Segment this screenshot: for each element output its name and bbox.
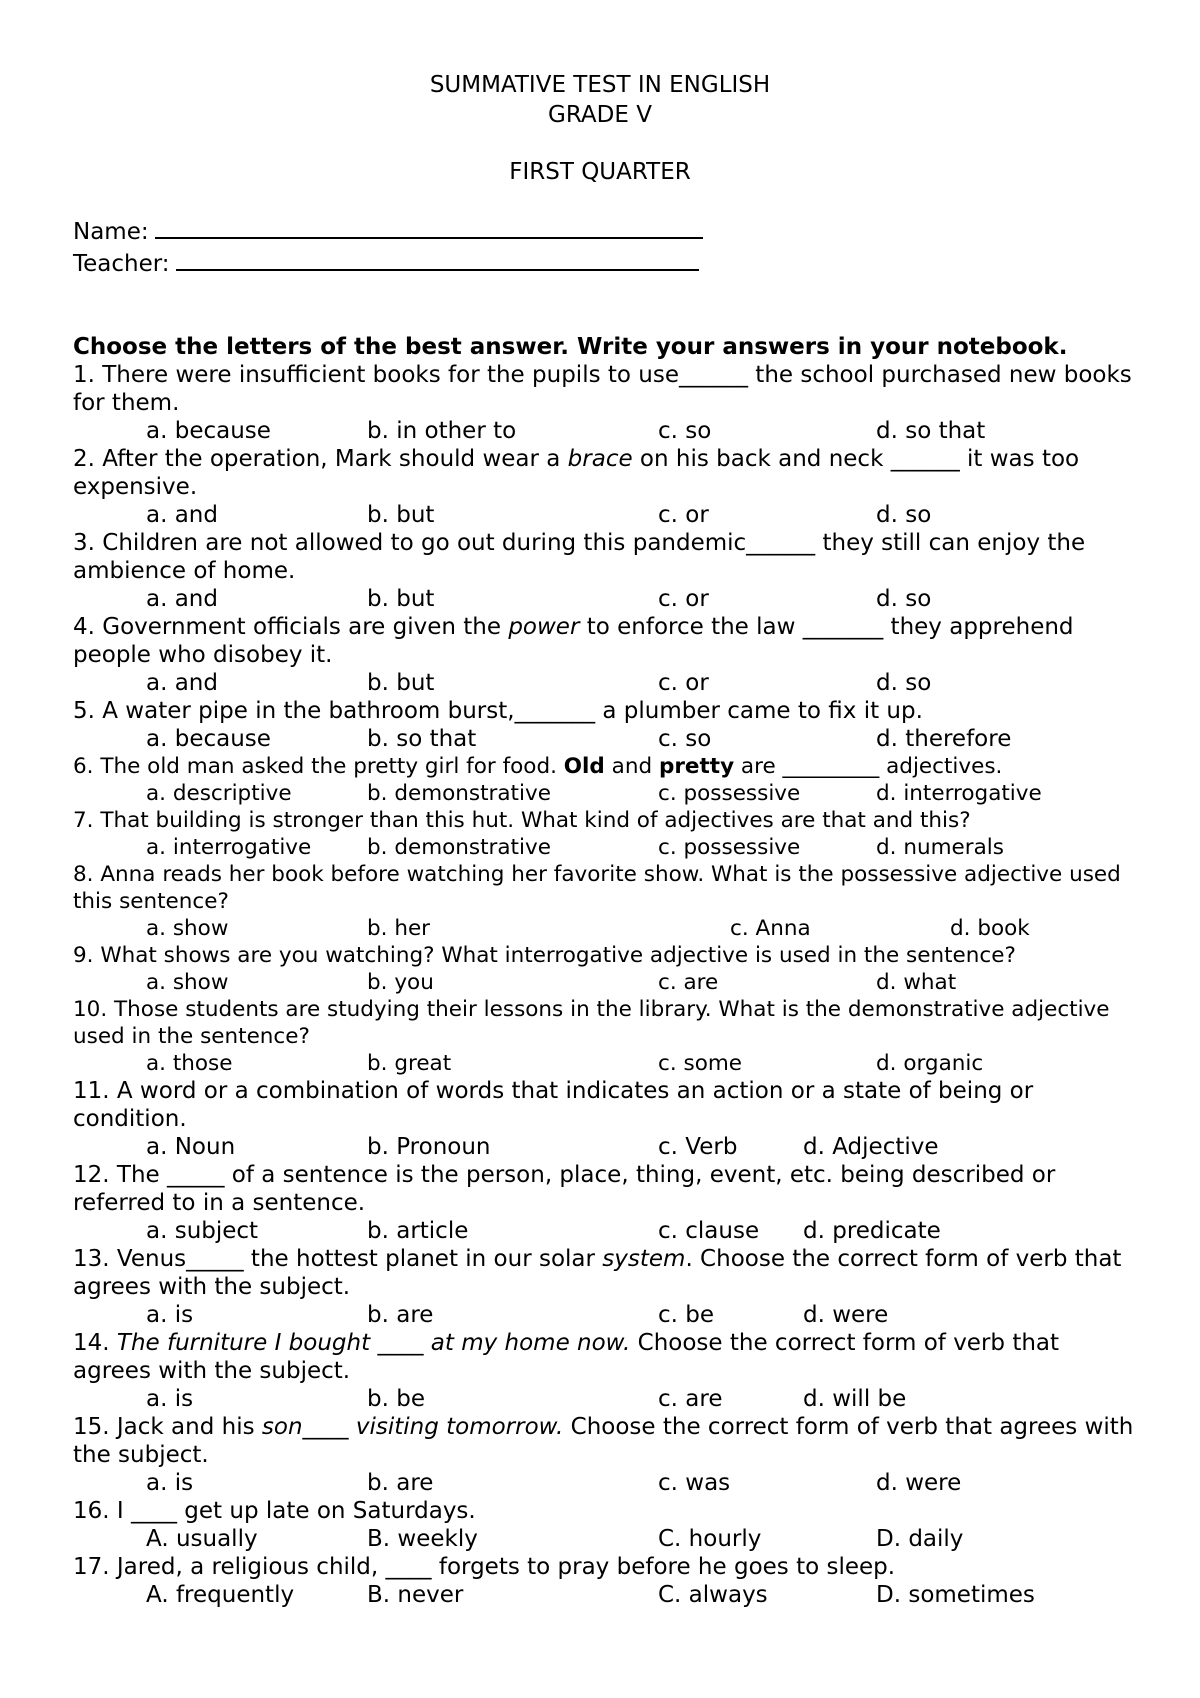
question-text: 1. There were insufficient books for the pupils to use______ the school purchased new books for them. bbox=[73, 362, 1132, 416]
option-d: d. organic bbox=[876, 1051, 984, 1076]
option-c: c. some bbox=[658, 1051, 743, 1076]
option-a: a. show bbox=[146, 916, 229, 941]
option-c: C. always bbox=[658, 1582, 768, 1608]
question-text: 5. A water pipe in the bathroom burst,_______ a plumber came to fix it up. bbox=[73, 698, 923, 724]
option-a: a. and bbox=[146, 502, 218, 528]
option-d: d. so bbox=[876, 586, 932, 612]
option-a: a. subject bbox=[146, 1218, 259, 1244]
option-a: a. is bbox=[146, 1470, 194, 1496]
option-b: B. weekly bbox=[367, 1526, 478, 1552]
teacher-label: Teacher: bbox=[73, 251, 170, 277]
option-c: c. Verb bbox=[658, 1134, 738, 1160]
question-text: 4. Government officials are given the bbox=[73, 614, 509, 640]
option-b: b. in other to bbox=[367, 418, 517, 444]
options-17 bbox=[73, 1581, 1143, 1609]
question-1 bbox=[73, 361, 1143, 417]
options-15 bbox=[73, 1469, 1143, 1497]
option-b: b. are bbox=[367, 1470, 434, 1496]
options-3 bbox=[73, 585, 1143, 613]
teacher-field bbox=[73, 247, 703, 279]
question-text: 2. After the operation, Mark should wear a bbox=[73, 446, 568, 472]
question-13 bbox=[73, 1245, 1143, 1301]
option-b: b. demonstrative bbox=[367, 781, 551, 806]
test-title: SUMMATIVE TEST IN ENGLISH bbox=[429, 72, 771, 98]
option-b: b. her bbox=[367, 916, 431, 941]
option-a: a. because bbox=[146, 726, 271, 752]
question-text: to enforce the law _______ they apprehend people who disobey it. bbox=[73, 614, 1074, 668]
question-text: Choose the correct form of verb that agrees with the subject. bbox=[73, 1330, 1060, 1384]
option-b: b. great bbox=[367, 1051, 452, 1076]
question-emphasis: power bbox=[508, 614, 580, 640]
question-emphasis: system bbox=[602, 1246, 686, 1272]
option-d: d. so bbox=[876, 670, 932, 696]
option-c: c. possessive bbox=[658, 781, 801, 806]
question-emphasis: at my home now. bbox=[430, 1330, 631, 1356]
question-emphasis: son bbox=[261, 1414, 303, 1440]
options-8 bbox=[73, 915, 1143, 942]
question-text: 17. Jared, a religious child, ____ forgets to pray before he goes to sleep. bbox=[73, 1554, 896, 1580]
question-11 bbox=[73, 1077, 1143, 1133]
options-12 bbox=[73, 1217, 1143, 1245]
option-d: d. what bbox=[876, 970, 957, 995]
question-3 bbox=[73, 529, 1143, 585]
option-a: A. usually bbox=[146, 1526, 258, 1552]
question-text: 9. What shows are you watching? What interrogative adjective is used in the sentence? bbox=[73, 943, 1016, 968]
question-text: . Choose the correct form of verb that agrees with the subject. bbox=[73, 1246, 1122, 1300]
option-a: a. and bbox=[146, 586, 218, 612]
question-17 bbox=[73, 1553, 1143, 1581]
question-emphasis: The furniture I bought bbox=[116, 1330, 371, 1356]
options-4 bbox=[73, 669, 1143, 697]
question-text: 10. Those students are studying their lessons in the library. What is the demonstrative adjective used in the sentence? bbox=[73, 997, 1110, 1049]
question-12 bbox=[73, 1161, 1143, 1217]
options-11 bbox=[73, 1133, 1143, 1161]
question-9 bbox=[73, 942, 1143, 969]
option-d: d. numerals bbox=[876, 835, 1004, 860]
question-text: ____ bbox=[302, 1414, 356, 1440]
option-c: c. or bbox=[658, 586, 709, 612]
question-text: Choose the correct form of verb that agrees with the subject. bbox=[73, 1414, 1134, 1468]
option-c: c. so bbox=[658, 726, 712, 752]
quarter-label: FIRST QUARTER bbox=[509, 159, 691, 185]
option-a: a. and bbox=[146, 670, 218, 696]
option-b: b. demonstrative bbox=[367, 835, 551, 860]
option-b: b. article bbox=[367, 1218, 469, 1244]
question-text: 14. bbox=[73, 1330, 117, 1356]
option-a: a. show bbox=[146, 970, 229, 995]
question-text: 16. I ____ get up late on Saturdays. bbox=[73, 1498, 476, 1524]
question-emphasis: brace bbox=[567, 446, 633, 472]
option-a: a. is bbox=[146, 1302, 194, 1328]
option-d: d. predicate bbox=[803, 1218, 941, 1244]
options-5 bbox=[73, 725, 1143, 753]
question-10 bbox=[73, 996, 1143, 1050]
question-text: 12. The _____ of a sentence is the person, place, thing, event, etc. being described or referred to in a sentence. bbox=[73, 1162, 1056, 1216]
question-2 bbox=[73, 445, 1143, 501]
question-text: 7. That building is stronger than this hut. What kind of adjectives are that and this? bbox=[73, 808, 971, 833]
options-2 bbox=[73, 501, 1143, 529]
option-b: b. are bbox=[367, 1302, 434, 1328]
question-emphasis: visiting tomorrow. bbox=[355, 1414, 564, 1440]
option-b: b. but bbox=[367, 670, 435, 696]
instructions: Choose the letters of the best answer. Write your answers in your notebook. bbox=[73, 334, 1068, 360]
question-text: 3. Children are not allowed to go out during this pandemic______ they still can enjoy the ambience of home. bbox=[73, 530, 1086, 584]
options-14 bbox=[73, 1385, 1143, 1413]
option-c: c. was bbox=[658, 1470, 731, 1496]
question-emphasis: pretty bbox=[658, 754, 735, 779]
option-c: C. hourly bbox=[658, 1526, 762, 1552]
options-16 bbox=[73, 1525, 1143, 1553]
question-text: 6. The old man asked the pretty girl for food. bbox=[73, 754, 564, 779]
student-fields bbox=[73, 215, 703, 279]
question-text: ____ bbox=[370, 1330, 431, 1356]
options-1 bbox=[73, 417, 1143, 445]
question-text: are _________ adjectives. bbox=[734, 754, 1003, 779]
option-a: a. is bbox=[146, 1386, 194, 1412]
name-field bbox=[73, 215, 703, 247]
option-d: d. Adjective bbox=[803, 1134, 939, 1160]
option-b: b. Pronoun bbox=[367, 1134, 491, 1160]
option-a: A. frequently bbox=[146, 1582, 295, 1608]
option-a: a. those bbox=[146, 1051, 233, 1076]
options-6 bbox=[73, 780, 1143, 807]
option-d: d. book bbox=[950, 916, 1030, 941]
option-d: d. will be bbox=[803, 1386, 907, 1412]
question-text: 11. A word or a combination of words that indicates an action or a state of being or condition. bbox=[73, 1078, 1034, 1132]
option-d: d. therefore bbox=[876, 726, 1012, 752]
question-text: 8. Anna reads her book before watching her favorite show. What is the possessive adjective used this sentence? bbox=[73, 862, 1121, 914]
teacher-line bbox=[176, 247, 699, 271]
option-c: c. are bbox=[658, 1386, 723, 1412]
options-10 bbox=[73, 1050, 1143, 1077]
option-c: c. or bbox=[658, 670, 709, 696]
option-b: b. so that bbox=[367, 726, 477, 752]
question-7 bbox=[73, 807, 1143, 834]
name-line bbox=[155, 215, 703, 239]
question-15 bbox=[73, 1413, 1143, 1469]
questions-section bbox=[73, 333, 1143, 1609]
option-d: D. sometimes bbox=[876, 1582, 1035, 1608]
options-13 bbox=[73, 1301, 1143, 1329]
question-text: and bbox=[604, 754, 659, 779]
question-emphasis: Old bbox=[563, 754, 605, 779]
options-9 bbox=[73, 969, 1143, 996]
question-5 bbox=[73, 697, 1143, 725]
option-d: d. were bbox=[876, 1470, 962, 1496]
question-8 bbox=[73, 861, 1143, 915]
option-b: b. but bbox=[367, 502, 435, 528]
name-label: Name: bbox=[73, 219, 149, 245]
option-d: d. interrogative bbox=[876, 781, 1042, 806]
question-14 bbox=[73, 1329, 1143, 1385]
question-6 bbox=[73, 753, 1143, 780]
question-16 bbox=[73, 1497, 1143, 1525]
option-c: c. so bbox=[658, 418, 712, 444]
option-d: d. were bbox=[803, 1302, 889, 1328]
option-d: d. so that bbox=[876, 418, 986, 444]
option-c: c. possessive bbox=[658, 835, 801, 860]
option-a: a. descriptive bbox=[146, 781, 292, 806]
grade-label: GRADE V bbox=[548, 102, 652, 128]
option-b: b. but bbox=[367, 586, 435, 612]
option-a: a. interrogative bbox=[146, 835, 312, 860]
option-b: B. never bbox=[367, 1582, 464, 1608]
option-c: c. or bbox=[658, 502, 709, 528]
option-b: b. you bbox=[367, 970, 434, 995]
option-c: c. are bbox=[658, 970, 719, 995]
option-d: D. daily bbox=[876, 1526, 964, 1552]
test-header bbox=[0, 70, 1200, 187]
question-text: 13. Venus_____ the hottest planet in our solar bbox=[73, 1246, 603, 1272]
option-a: a. because bbox=[146, 418, 271, 444]
option-c: c. Anna bbox=[730, 916, 811, 941]
option-d: d. so bbox=[876, 502, 932, 528]
option-c: c. clause bbox=[658, 1218, 760, 1244]
option-a: a. Noun bbox=[146, 1134, 236, 1160]
question-4 bbox=[73, 613, 1143, 669]
options-7 bbox=[73, 834, 1143, 861]
option-c: c. be bbox=[658, 1302, 715, 1328]
question-text: on his back and neck ______ it was too expensive. bbox=[73, 446, 1080, 500]
question-text: 15. Jack and his bbox=[73, 1414, 262, 1440]
option-b: b. be bbox=[367, 1386, 425, 1412]
